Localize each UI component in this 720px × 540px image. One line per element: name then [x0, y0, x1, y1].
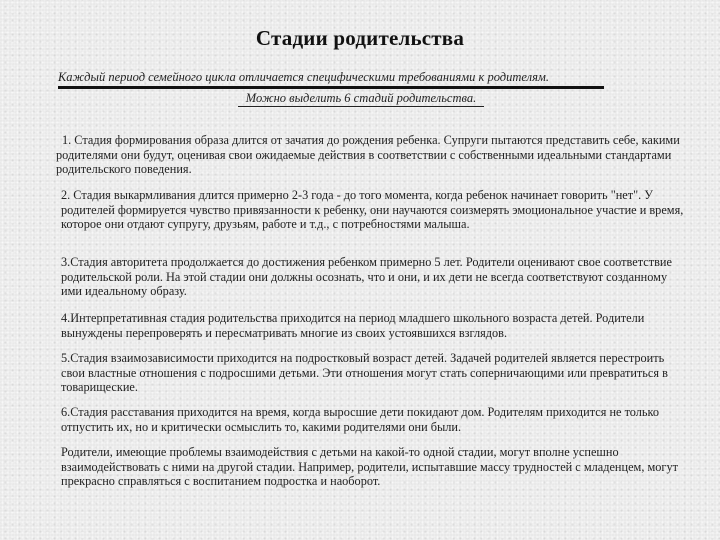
stage-paragraph-2: 2. Стадия выкармливания длится примерно 2-3 года - до того момента, когда ребенок начинает говорить "нет". У родителей формируется чувство привязанности к ребенку, они научаются соизмерять эмоциональное участие и время, которое они отдают супругу, друзьям, работе и т.д., с потребностями малыша.: [61, 188, 684, 232]
stage-paragraph-5: 5.Стадия взаимозависимости приходится на подростковый возраст детей. Задачей родителей является перестроить свои властные отношения с подросшими детьми. Эти отношения могут стать соперничающими или превратиться в товарищеские.: [61, 351, 668, 395]
stage-paragraph-1: 1. Стадия формирования образа длится от зачатия до рождения ребенка. Супруги пытаются представить себе, какими родителями они будут, оценивая свои ожидаемые действия в соответствии с собственными идеальными стандартами родительского поведения.: [56, 133, 680, 177]
intro-line-2: Можно выделить 6 стадий родительства.: [238, 91, 484, 107]
page-title: Стадии родительства: [255, 26, 465, 50]
intro-line-1: Каждый период семейного цикла отличается специфическими требованиями к родителям.: [58, 70, 604, 89]
closing-paragraph: Родители, имеющие проблемы взаимодействия с детьми на какой-то одной стадии, могут вполне успешно взаимодействовать с ними на другой стадии. Например, родители, испытавшие массу трудностей с младенцем, могут прекрасно справляться с воспитанием подростка и наоборот.: [61, 445, 678, 489]
stage-paragraph-4: 4.Интерпретативная стадия родительства приходится на период младшего школьного возраста детей. Родители вынуждены перепроверять и пересматривать многие из своих устоявшихся взглядов.: [61, 311, 645, 340]
stage-paragraph-3: 3.Стадия авторитета продолжается до достижения ребенком примерно 5 лет. Родители оценивают свое соответствие родительской роли. На этой стадии они должны осознать, что и они, и их дети не всегда соответствуют созданному ими идеальному образу.: [61, 255, 672, 299]
intro-block: [58, 70, 604, 107]
stage-paragraph-6: 6.Стадия расставания приходится на время, когда выросшие дети покидают дом. Родителям приходится не только отпустить их, но и критически осмыслить то, какими родителями они были.: [61, 405, 660, 434]
